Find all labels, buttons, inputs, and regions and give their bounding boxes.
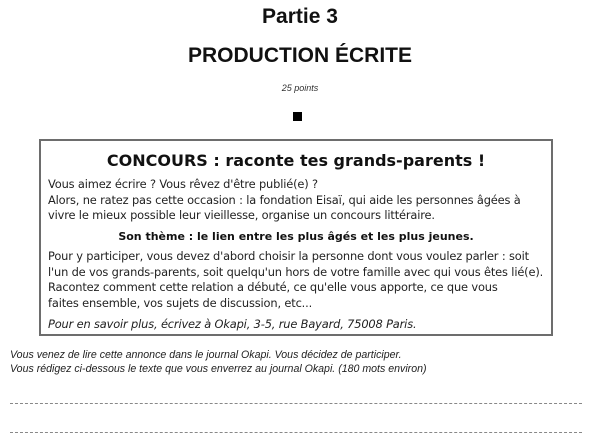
intro-line: Alors, ne ratez pas cette occasion : la fondation Eisaï, qui aide les personnes âgées à [48,192,521,207]
instruction-line: Vous rédigez ci-dessous le texte que vous enverrez au journal Okapi. (180 mots environ) [10,363,427,375]
announcement-title: CONCOURS : raconte tes grands-parents ! [106,151,486,170]
announcement-theme: Son thème : le lien entre les plus âgés et les plus jeunes. [118,230,474,243]
answer-line[interactable] [10,432,582,433]
part-label: Partie 3 [262,5,338,28]
body-line: Pour y participer, vous devez d'abord choisir la personne dont vous voulez parler : soit [48,249,529,263]
page-title: PRODUCTION ÉCRITE [187,44,412,67]
instruction-line: Vous venez de lire cette annonce dans le journal Okapi. Vous décidez de participer. [10,349,402,361]
instructions [10,348,427,376]
body-line: l'un de vos grands-parents, soit quelqu'un hors de votre famille avec qui vous êtes lié(e). [48,264,544,279]
square-bullet-icon [293,112,302,121]
intro-line: Vous aimez écrire ? Vous rêvez d'être publié(e) ? [48,177,318,191]
announcement-contact: Pour en savoir plus, écrivez à Okapi, 3-5, rue Bayard, 75008 Paris. [48,317,417,331]
body-line: Racontez comment cette relation a débuté, ce qu'elle vous apporte, ce que vous [48,280,498,294]
intro-line: vivre le mieux possible leur vieillesse, organise un concours littéraire. [48,208,435,222]
announcement-body [48,249,543,311]
announcement-intro [48,177,521,224]
announcement-box [39,139,553,336]
points-label: 25 points [281,83,319,93]
body-line: faites ensemble, vos sujets de discussion, etc... [48,295,313,310]
answer-line[interactable] [10,403,582,404]
